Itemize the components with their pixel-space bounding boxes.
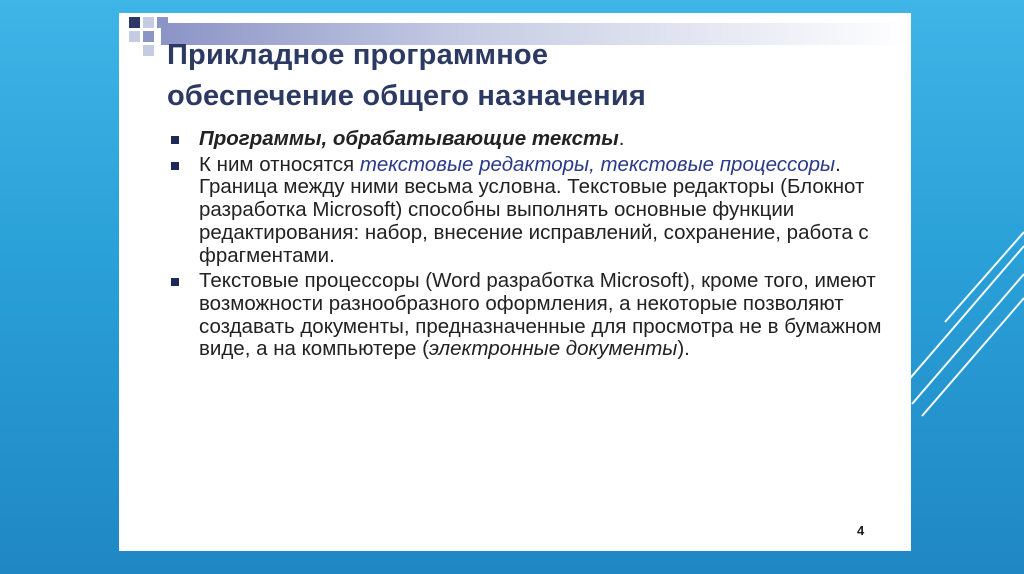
- bullet-square-icon: [171, 136, 179, 144]
- bullet-2-highlight: текстовые редакторы, текстовые процессоры: [359, 152, 836, 176]
- bullet-2-pre: К ним относятся: [199, 152, 360, 176]
- slide-number: 4: [857, 523, 865, 538]
- bullet-1-text: Программы, обрабатывающие тексты: [199, 127, 619, 150]
- bullet-square-icon: [171, 278, 179, 286]
- bullet-3-italic: электронные документы: [428, 337, 678, 361]
- bullet-2-post: . Граница между ними весьма условна. Текстовые редакторы (Блокнот разработка Microsoft) способны выполнять основные функции редактирования: набор, внесение исправлений, сохранение, работа с фрагментами.: [199, 152, 869, 267]
- slide-title: [167, 35, 897, 117]
- bullet-item-3: [171, 270, 891, 361]
- bullet-1-end: .: [618, 127, 625, 150]
- bullet-square-icon: [171, 162, 179, 170]
- bullet-item-1: [171, 128, 891, 151]
- title-line-1: Прикладное программное: [167, 39, 549, 71]
- bullet-item-2: [171, 154, 891, 268]
- bullet-3-pre: Текстовые процессоры (Word разработка Microsoft), кроме того, имеют возможности разнообразного оформления, а некоторые позволяют создавать документы, предназначенные для просмотра не в бумажном виде, а на компьютере (: [199, 269, 882, 361]
- title-line-2: обеспечение общего назначения: [167, 80, 646, 112]
- slide-card: [119, 13, 911, 551]
- bullet-list: [171, 128, 891, 364]
- bullet-3-post: ).: [677, 337, 690, 361]
